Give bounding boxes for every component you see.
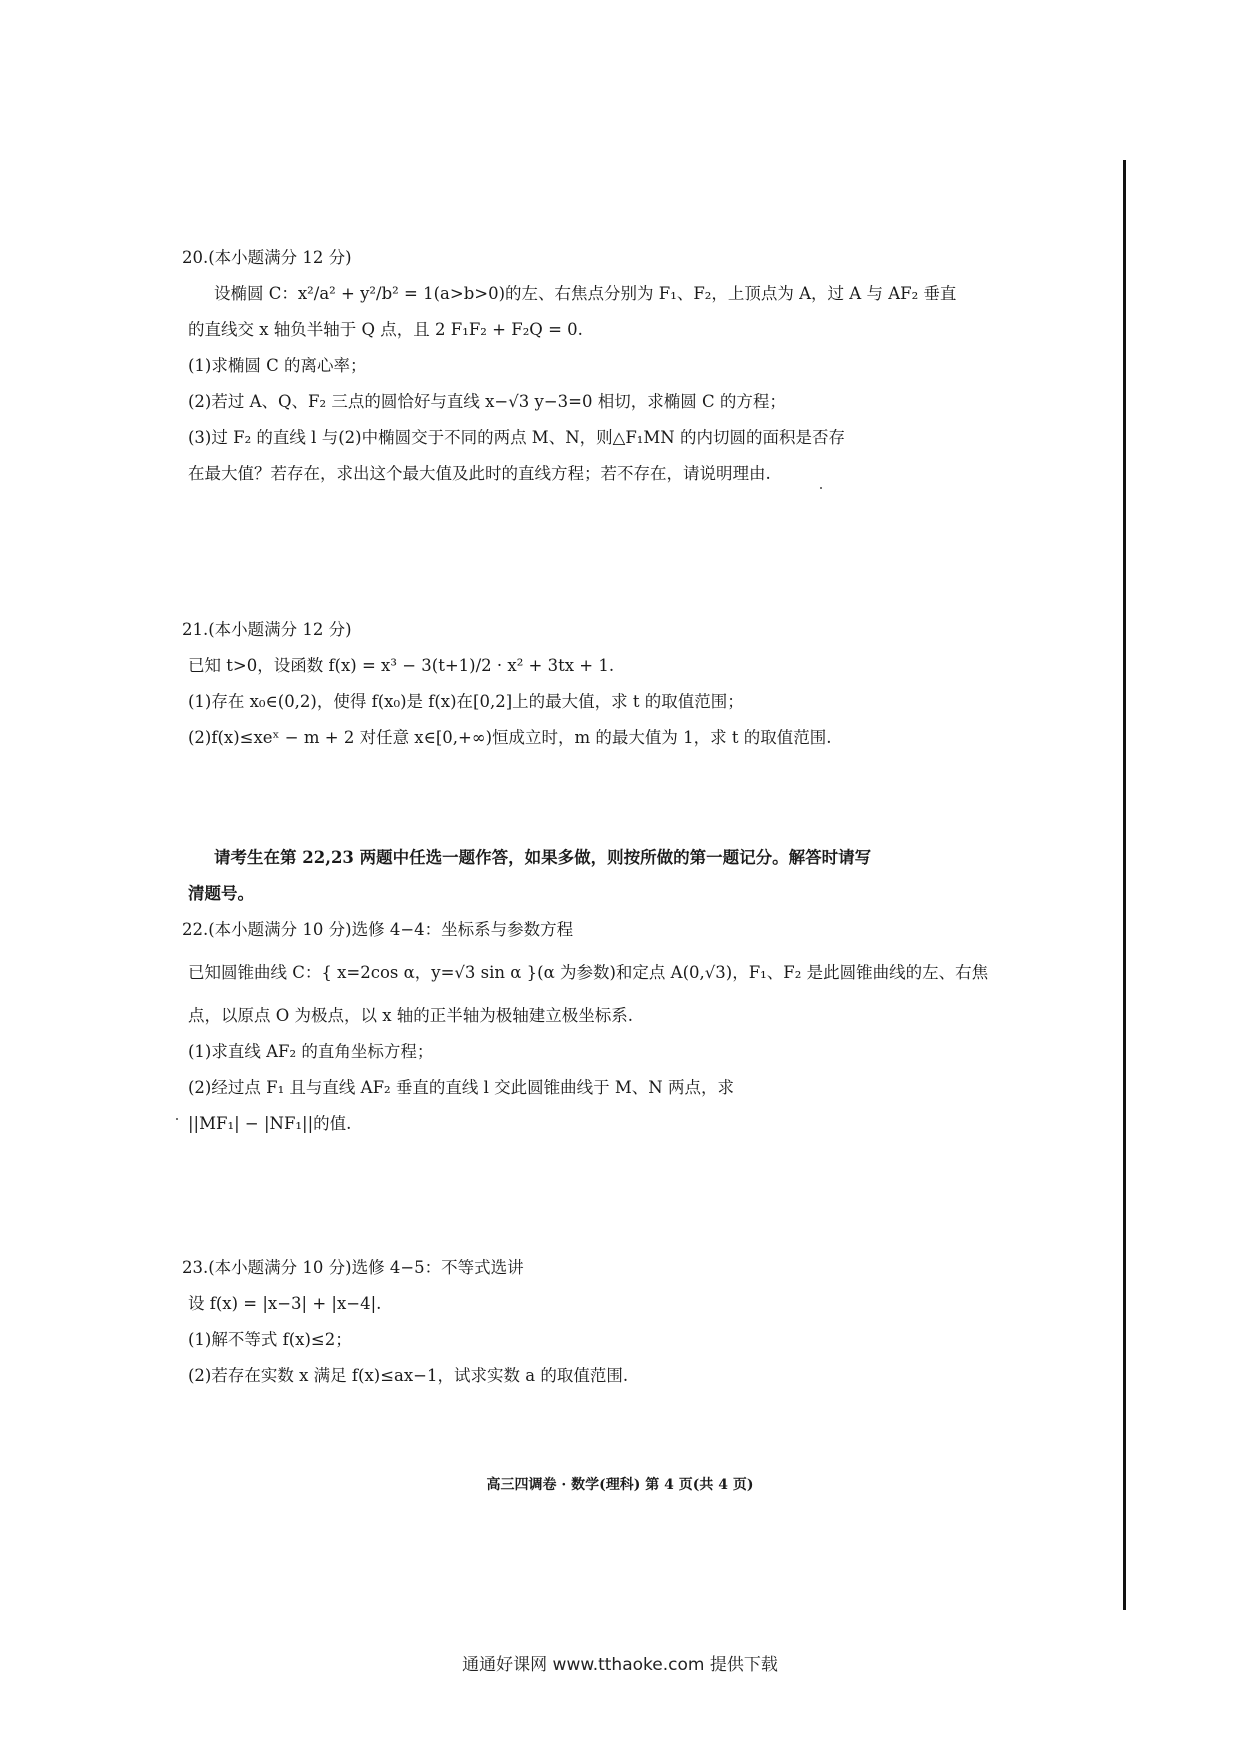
question-21 <box>182 612 968 756</box>
question-20-part3-line2: 在最大值？若存在，求出这个最大值及此时的直线方程；若不存在，请说明理由. <box>188 464 771 483</box>
question-20-part2: (2)若过 A、Q、F₂ 三点的圆恰好与直线 x−√3 y−3=0 相切，求椭圆 C 的方程； <box>188 392 786 411</box>
question-21-part2: (2)f(x)≤xeˣ − m + 2 对任意 x∈[0,+∞)恒成立时，m 的最大值为 1，求 t 的取值范围. <box>188 728 832 747</box>
question-22-stem-line1: 已知圆锥曲线 C：{ x=2cos α，y=√3 sin α }(α 为参数)和定点 A(0,√3)，F₁、F₂ 是此圆锥曲线的左、右焦 <box>188 963 989 982</box>
optional-question-notice <box>188 840 968 912</box>
question-21-part1: (1)存在 x₀∈(0,2)，使得 f(x₀)是 f(x)在[0,2]上的最大值，求 t 的取值范围； <box>188 692 744 711</box>
question-22-stem-line2: 点，以原点 O 为极点，以 x 轴的正半轴为极轴建立极坐标系. <box>188 1006 634 1025</box>
notice-line1: 请考生在第 22,23 两题中任选一题作答，如果多做，则按所做的第一题记分。解答时请写 <box>214 848 872 867</box>
scan-speck <box>176 1118 178 1120</box>
question-20-stem-line2: 的直线交 x 轴负半轴于 Q 点，且 2 F₁F₂ + F₂Q = 0. <box>188 320 583 339</box>
notice-line2: 清题号。 <box>188 884 254 903</box>
question-23-part2: (2)若存在实数 x 满足 f(x)≤ax−1，试求实数 a 的取值范围. <box>188 1366 629 1385</box>
question-20-stem-line1: 设椭圆 C：x²/a² + y²/b² = 1(a>b>0)的左、右焦点分别为 F₁、F₂，上顶点为 A，过 A 与 AF₂ 垂直 <box>214 284 957 303</box>
page-edge-line <box>1123 160 1126 1610</box>
question-21-stem: 已知 t>0，设函数 f(x) = x³ − 3(t+1)/2 · x² + 3tx + 1. <box>188 656 615 675</box>
question-22-part2-line2: ||MF₁| − |NF₁||的值. <box>188 1114 352 1133</box>
question-20-part3-line1: (3)过 F₂ 的直线 l 与(2)中椭圆交于不同的两点 M、N，则△F₁MN 的内切圆的面积是否存 <box>188 428 845 447</box>
question-20 <box>182 240 968 492</box>
question-22-part1: (1)求直线 AF₂ 的直角坐标方程； <box>188 1042 434 1061</box>
scan-speck <box>820 487 822 489</box>
question-20-title: 20.(本小题满分 12 分) <box>182 248 352 267</box>
question-23-stem: 设 f(x) = |x−3| + |x−4|. <box>188 1294 382 1313</box>
question-23 <box>182 1250 968 1394</box>
question-22-title: 22.(本小题满分 10 分)选修 4−4：坐标系与参数方程 <box>182 920 574 939</box>
question-23-part1: (1)解不等式 f(x)≤2； <box>188 1330 352 1349</box>
question-21-title: 21.(本小题满分 12 分) <box>182 620 352 639</box>
download-watermark: 通通好课网 www.tthaoke.com 提供下载 <box>462 1655 778 1675</box>
question-22 <box>182 912 989 1142</box>
page-footer: 高三四调卷 · 数学(理科) 第 4 页(共 4 页) <box>486 1477 754 1493</box>
question-23-title: 23.(本小题满分 10 分)选修 4−5：不等式选讲 <box>182 1258 524 1277</box>
question-20-part1: (1)求椭圆 C 的离心率； <box>188 356 367 375</box>
question-22-part2-line1: (2)经过点 F₁ 且与直线 AF₂ 垂直的直线 l 交此圆锥曲线于 M、N 两点，求 <box>188 1078 734 1097</box>
